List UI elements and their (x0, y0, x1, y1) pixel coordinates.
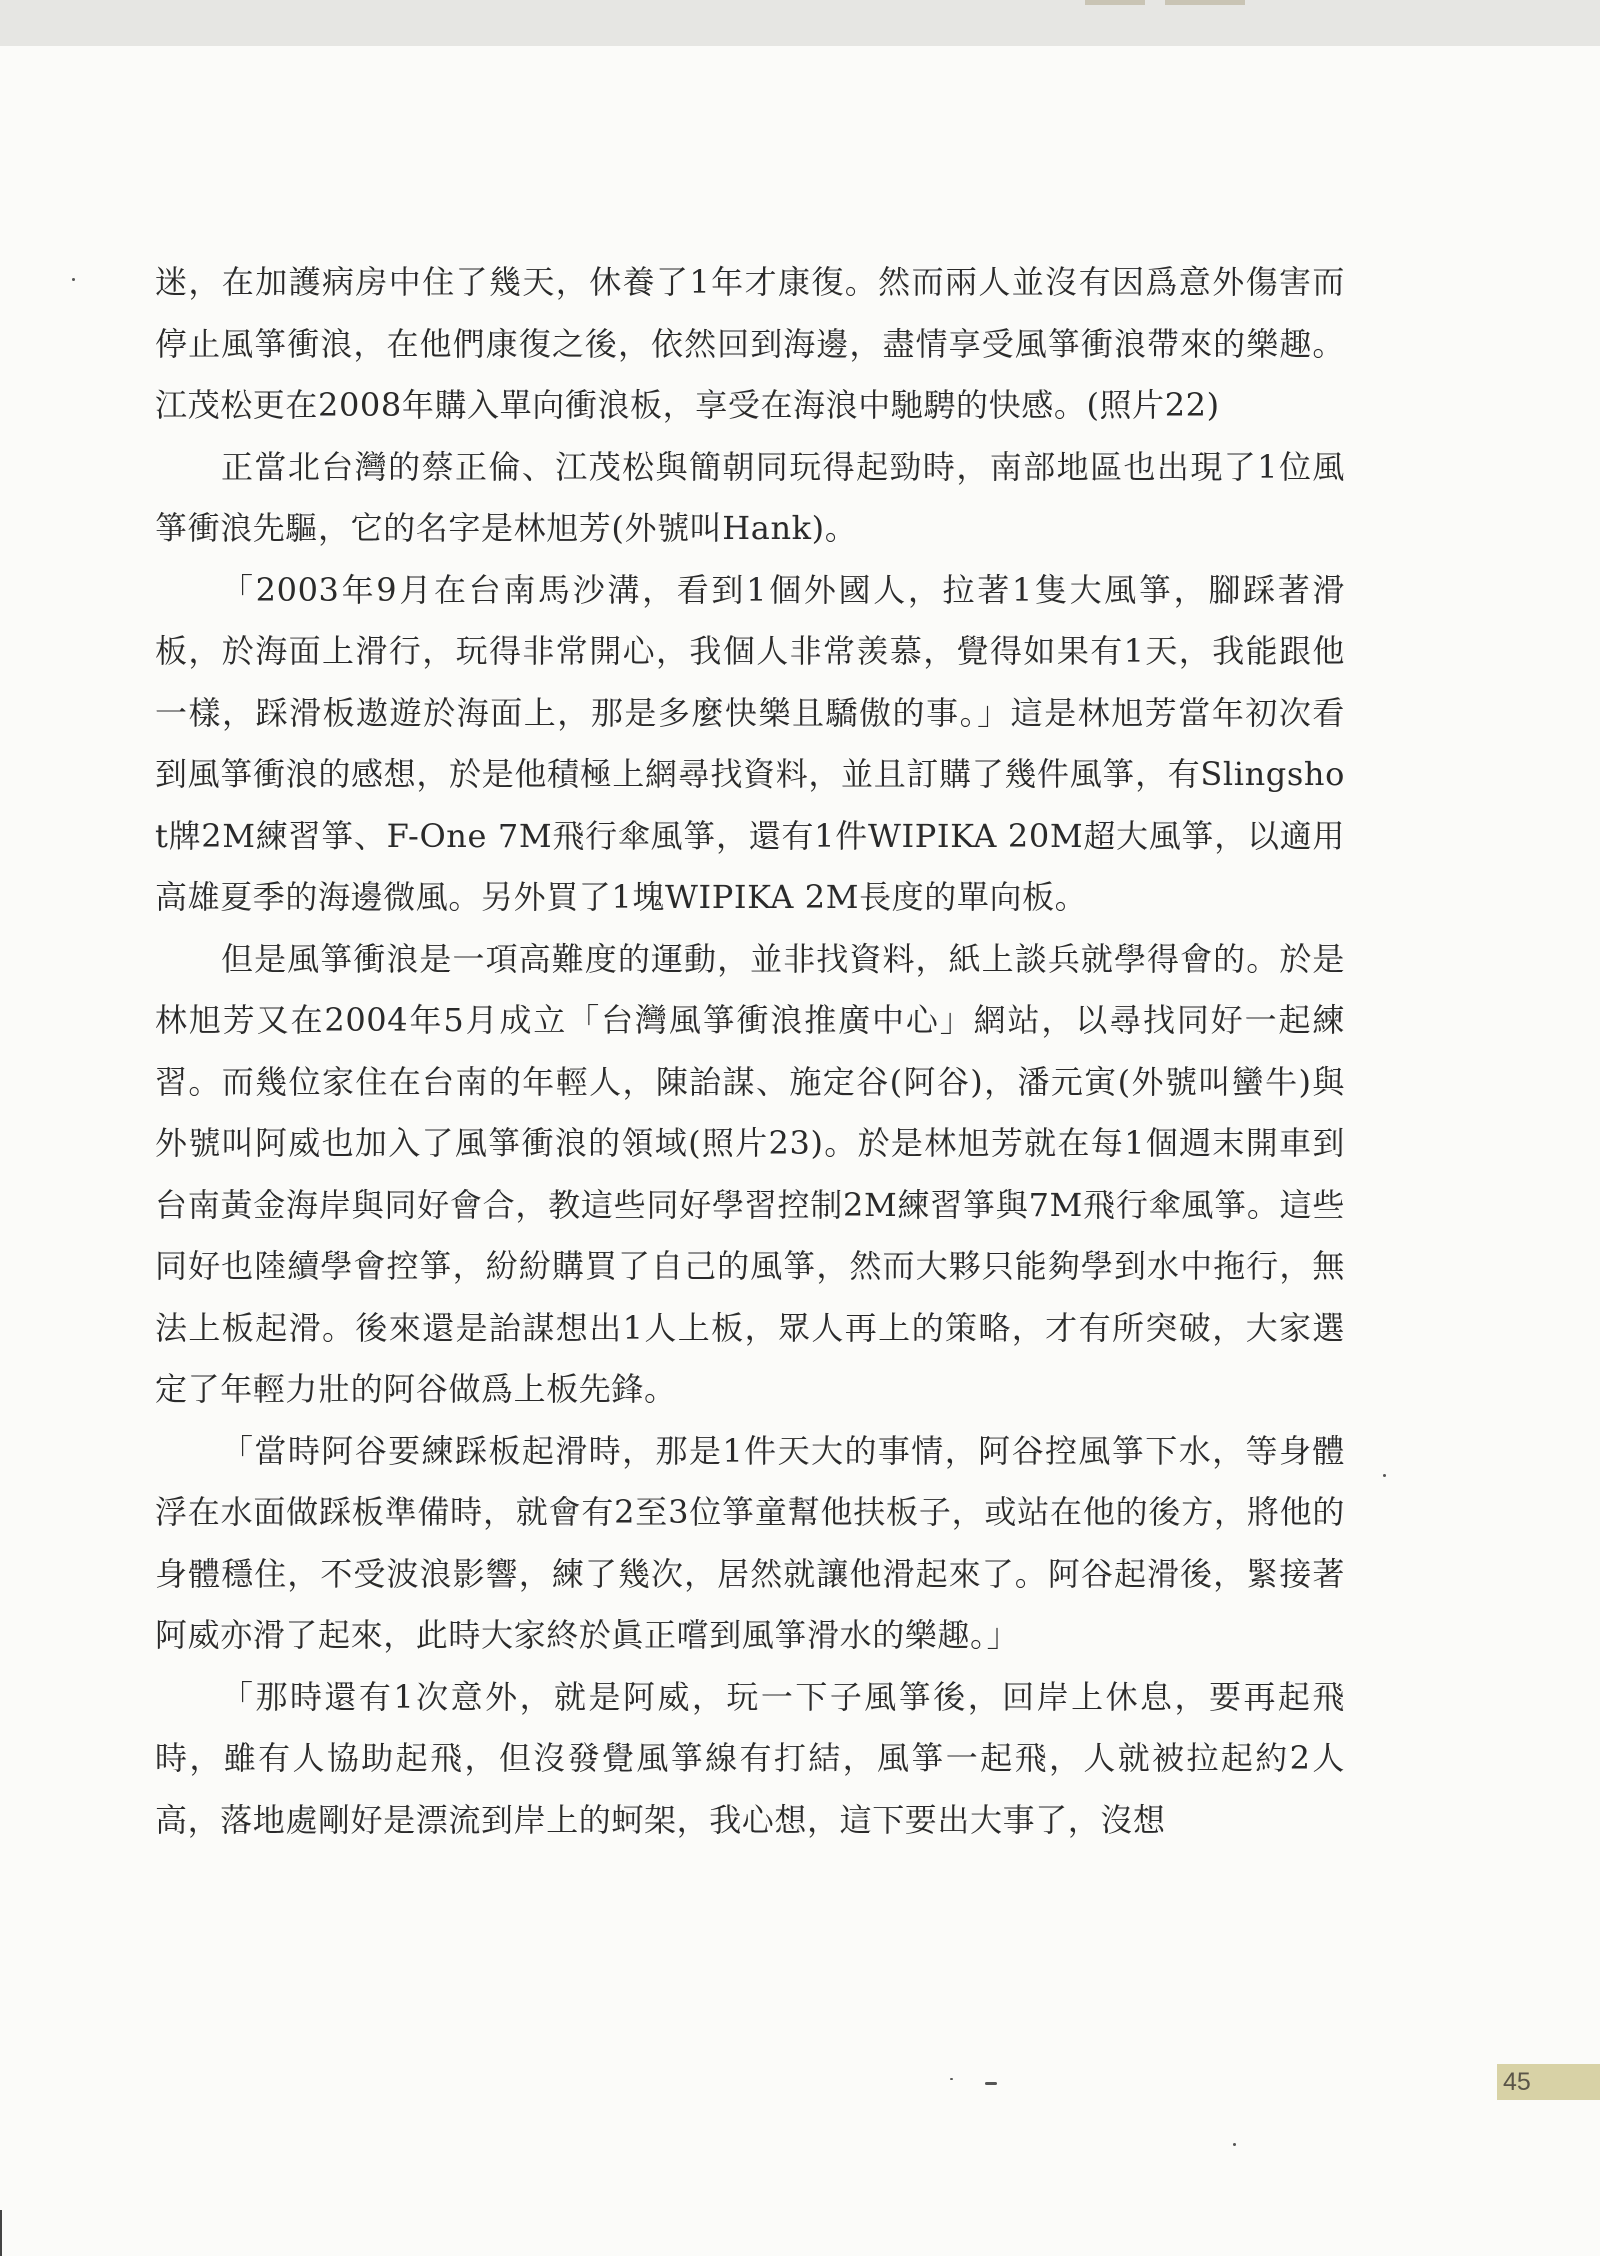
scan-mark (1085, 0, 1145, 5)
scan-speck (72, 278, 75, 281)
scan-top-band (0, 0, 1600, 46)
paragraph: 「2003年9月在台南馬沙溝，看到1個外國人，拉著1隻大風箏，腳踩著滑板，於海面上滑行，玩得非常開心，我個人非常羡慕，覺得如果有1天，我能跟他一樣，踩滑板遨遊於海面上，那是多麼快樂且驕傲的事。」這是林旭芳當年初次看到風箏衝浪的感想，於是他積極上網尋找資料，並且訂購了幾件風箏，有Slingshot牌2M練習箏、F-One 7M飛行傘風箏，還有1件WIPIKA 20M超大風箏，以適用高雄夏季的海邊微風。另外買了1塊WIPIKA 2M長度的單向板。 (155, 570, 1345, 916)
paragraph: 但是風箏衝浪是一項高難度的運動，並非找資料，紙上談兵就學得會的。於是林旭芳又在2004年5月成立「台灣風箏衝浪推廣中心」網站，以尋找同好一起練習。而幾位家住在台南的年輕人，陳詒謀、施定谷(阿谷)，潘元寅(外號叫蠻牛)與外號叫阿威也加入了風箏衝浪的領域(照片23)。於是林旭芳就在每1個週末開車到台南黃金海岸與同好會合，教這些同好學習控制2M練習箏與7M飛行傘風箏。這些同好也陸續學會控箏，紛紛購買了自己的風箏，然而大夥只能夠學到水中拖行，無法上板起滑。後來還是詒謀想出1人上板，眾人再上的策略，才有所突破，大家選定了年輕力壯的阿谷做爲上板先鋒。 (155, 939, 1345, 1408)
paragraph: 迷，在加護病房中住了幾天，休養了1年才康復。然而兩人並沒有因爲意外傷害而停止風箏衝浪，在他們康復之後，依然回到海邊，盡情享受風箏衝浪帶來的樂趣。江茂松更在2008年購入單向衝浪板，享受在海浪中馳騁的快感。(照片22) (155, 263, 1345, 424)
scan-edge-line (0, 2210, 2, 2256)
scan-speck (1383, 1474, 1386, 1477)
article-body (155, 252, 1345, 1851)
paragraph: 「當時阿谷要練踩板起滑時，那是1件天大的事情，阿谷控風箏下水，等身體浮在水面做踩板準備時，就會有2至3位箏童幫他扶板子，或站在他的後方，將他的身體穩住，不受波浪影響，練了幾次，居然就讓他滑起來了。阿谷起滑後，緊接著阿威亦滑了起來，此時大家終於眞正嚐到風箏滑水的樂趣。」 (155, 1431, 1345, 1654)
page-number: 45 (1503, 2068, 1531, 2096)
scan-mark (1165, 0, 1245, 5)
paragraph: 「那時還有1次意外，就是阿威，玩一下子風箏後，回岸上休息，要再起飛時，雖有人協助起飛，但沒發覺風箏線有打結，風箏一起飛，人就被拉起約2人高，落地處剛好是漂流到岸上的蚵架，我心想，這下要出大事了，沒想 (155, 1677, 1345, 1839)
scan-speck (1233, 2143, 1236, 2146)
scan-speck (985, 2082, 997, 2085)
paragraph: 正當北台灣的蔡正倫、江茂松與簡朝同玩得起勁時，南部地區也出現了1位風箏衝浪先驅，它的名字是林旭芳(外號叫Hank)。 (155, 447, 1345, 547)
scan-speck (950, 2078, 953, 2080)
